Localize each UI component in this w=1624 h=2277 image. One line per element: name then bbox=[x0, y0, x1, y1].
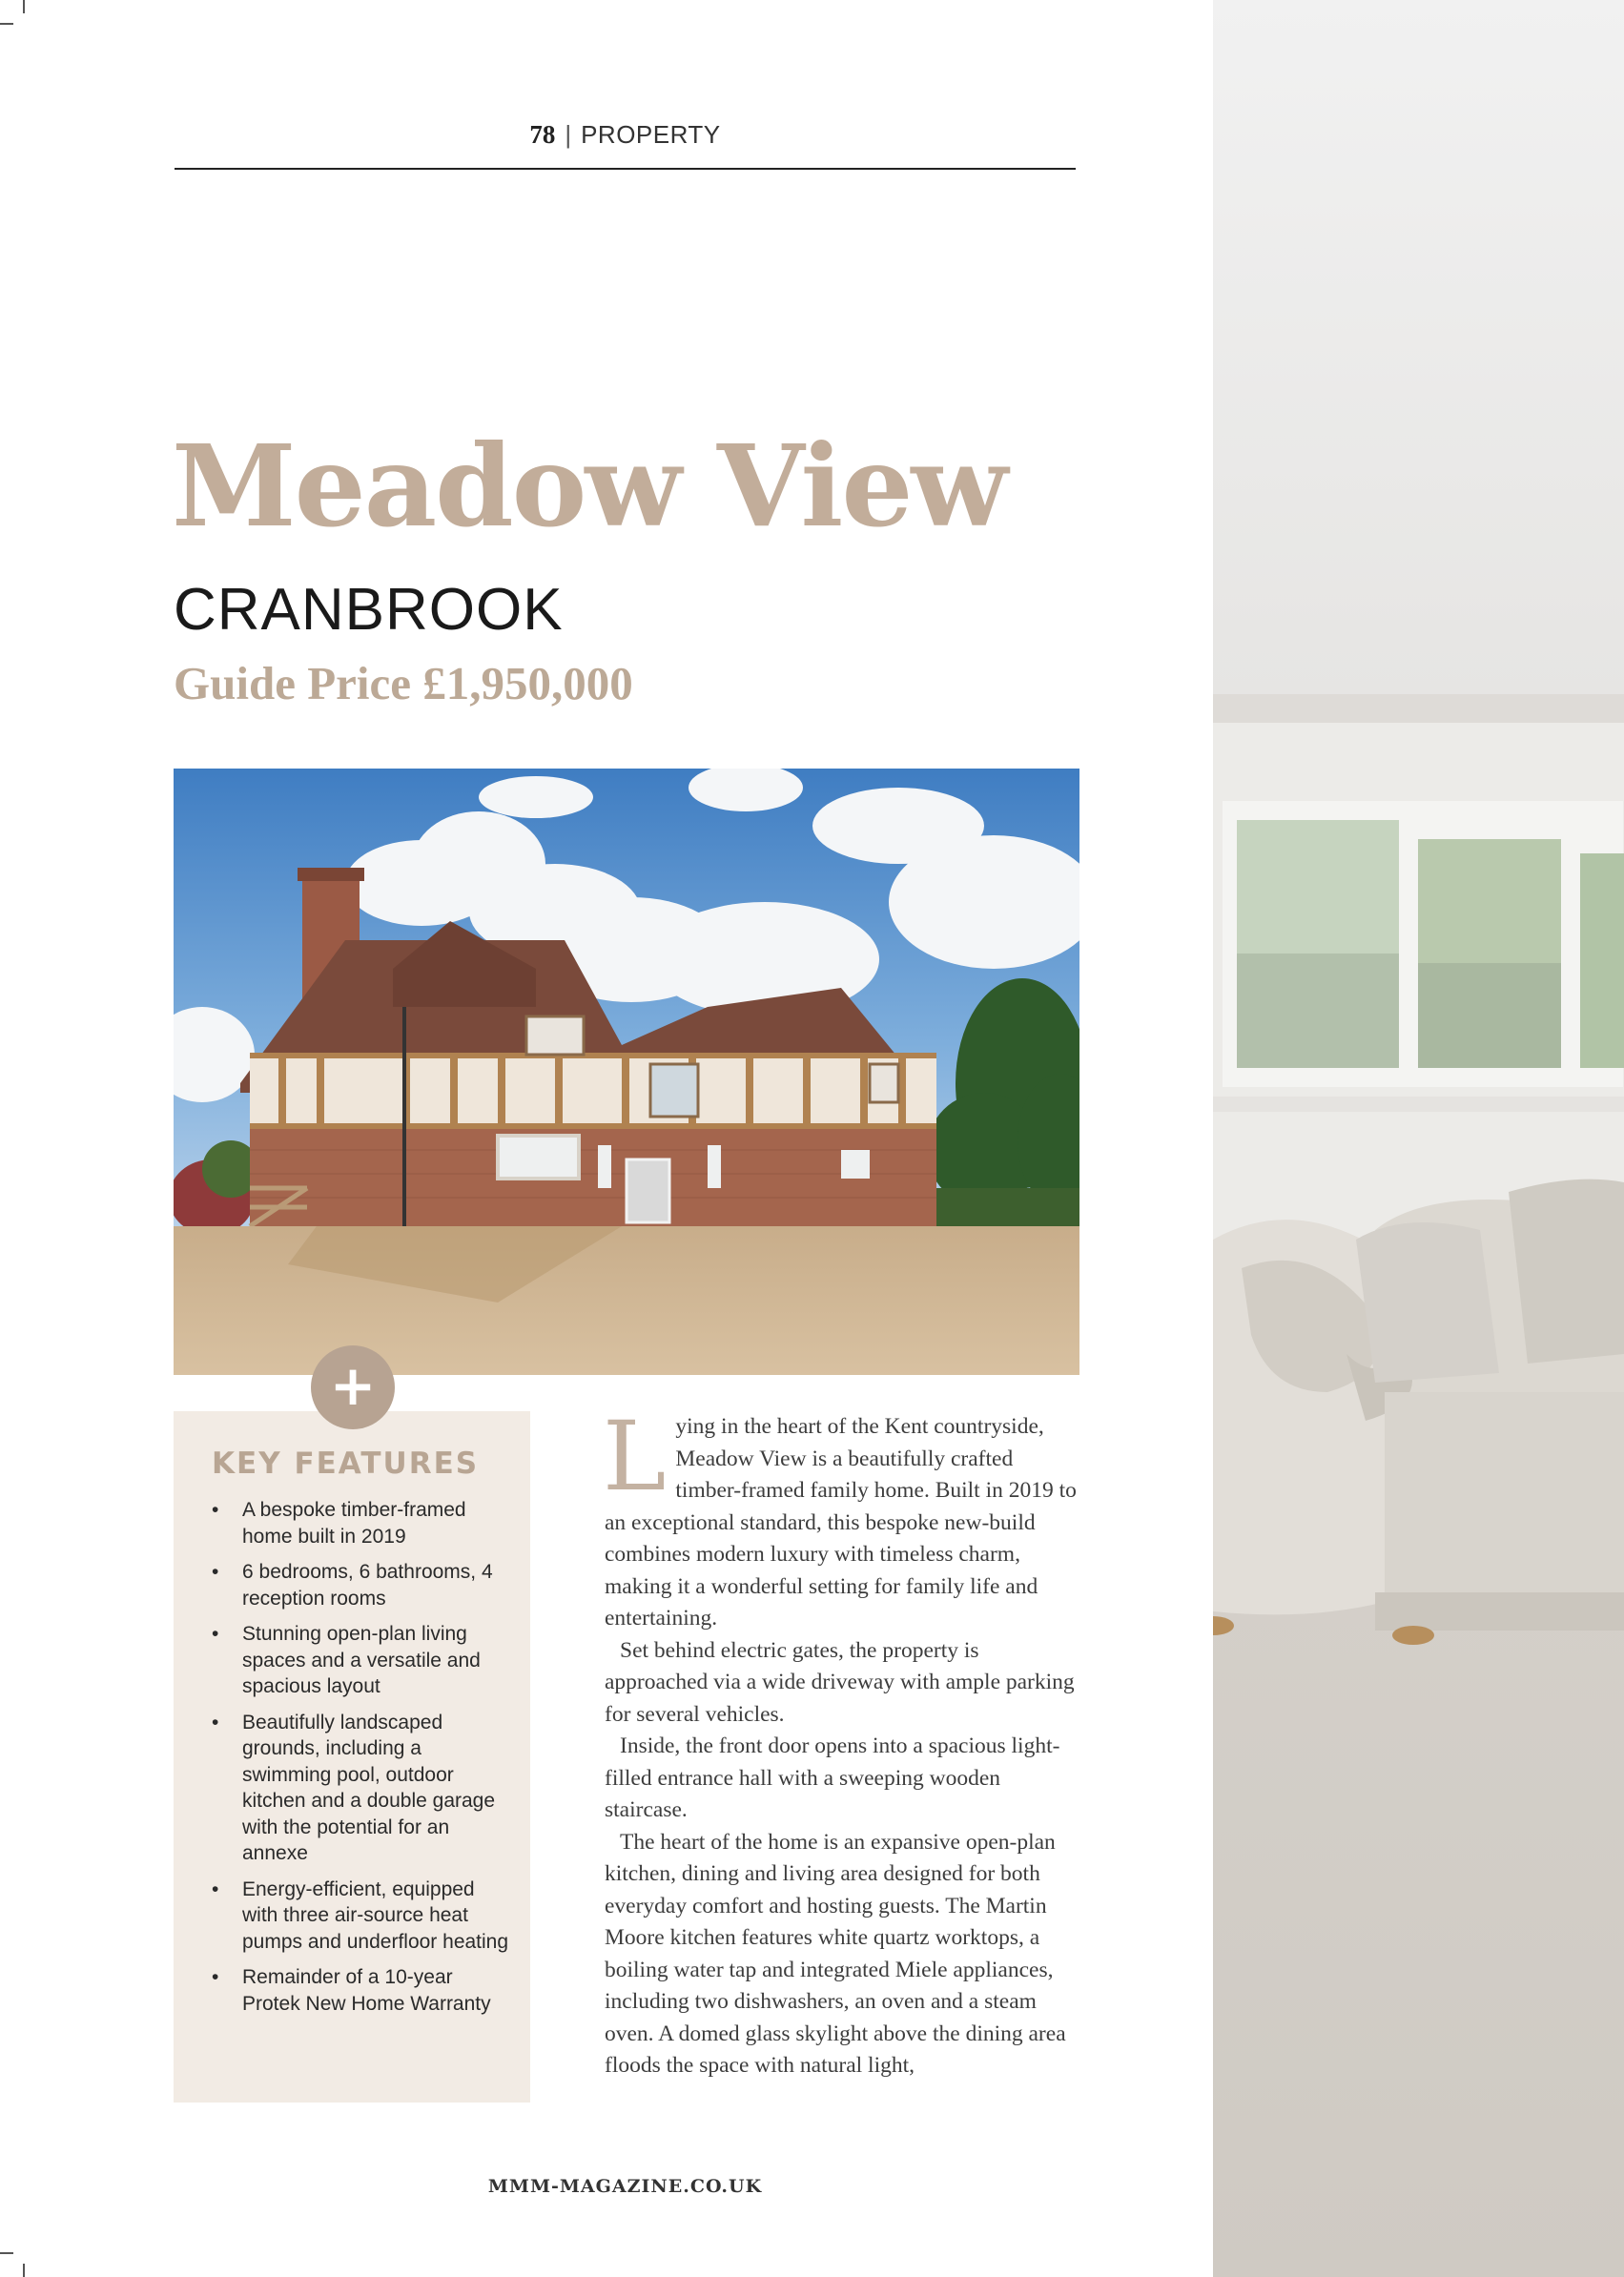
key-feature-item bbox=[208, 1877, 513, 1956]
key-feature-item bbox=[208, 1497, 513, 1549]
key-features-list bbox=[208, 1497, 513, 2026]
plus-icon: + bbox=[311, 1345, 395, 1429]
page-number: 78 bbox=[529, 120, 556, 149]
article-paragraph: Inside, the front door opens into a spacious light-filled entrance hall with a sweeping wooden staircase. bbox=[605, 1733, 1060, 1822]
key-feature-text: Remainder of a 10-year Protek New Home Warranty bbox=[242, 1966, 491, 2015]
footer-website: MMM-MAGAZINE.CO.UK bbox=[487, 2176, 763, 2197]
header-separator: | bbox=[565, 120, 572, 149]
key-feature-text: Beautifully landscaped grounds, including a swimming pool, outdoor kitchen and a double garage with the potential for an annexe bbox=[242, 1711, 496, 1864]
key-feature-text: 6 bedrooms, 6 bathrooms, 4 reception rooms bbox=[242, 1561, 493, 1610]
living-room-photo bbox=[1213, 0, 1624, 2277]
crop-mark-top-left-v bbox=[23, 0, 25, 13]
crop-mark-bottom-left-v bbox=[23, 2264, 25, 2277]
house-exterior-photo bbox=[174, 769, 1079, 1375]
key-feature-text: A bespoke timber-framed home built in 2019 bbox=[242, 1499, 466, 1548]
bullet-point: • bbox=[212, 1499, 219, 1521]
article-paragraph: The heart of the home is an expansive open-plan kitchen, dining and living area designed for both everyday comfort and hosting guests. The Martin Moore kitchen features white quartz worktops, a boiling water tap and integrated Miele appliances, including two dishwashers, an oven and a steam oven. A domed glass skylight above the dining area floods the space with natural light, bbox=[605, 1829, 1066, 2078]
key-feature-item bbox=[208, 1559, 513, 1611]
key-features-title: KEY FEATURES bbox=[212, 1446, 480, 1481]
key-feature-text: Stunning open-plan living spaces and a versatile and spacious layout bbox=[242, 1623, 481, 1697]
bullet-point: • bbox=[212, 1877, 219, 1900]
header-rule bbox=[175, 168, 1076, 170]
article-paragraph: Set behind electric gates, the property is approached via a wide driveway with ample parking for several vehicles. bbox=[605, 1637, 1075, 1727]
crop-mark-top-left bbox=[0, 23, 13, 25]
guide-price: Guide Price £1,950,000 bbox=[174, 657, 633, 709]
article-paragraph-text: ying in the heart of the Kent countryside, Meadow View is a beautifully crafted timber-framed family home. Built in 2019 to an exceptional standard, this bespoke new-build combines modern luxury with timeless charm, making it a wonderful setting for family life and entertaining. bbox=[605, 1414, 1077, 1631]
drop-cap: L bbox=[603, 1401, 667, 1512]
key-feature-item bbox=[208, 1710, 513, 1867]
property-location: CRANBROOK bbox=[174, 577, 564, 643]
bullet-point: • bbox=[212, 1623, 219, 1645]
bullet-point: • bbox=[212, 1711, 219, 1733]
bullet-point: • bbox=[212, 1561, 219, 1583]
crop-mark-bottom-left bbox=[0, 2252, 13, 2254]
key-feature-item bbox=[208, 1964, 513, 2017]
property-title: Meadow View bbox=[172, 420, 1006, 552]
page-header bbox=[175, 120, 1076, 150]
key-feature-item bbox=[208, 1621, 513, 1700]
article-body bbox=[603, 1401, 1081, 2082]
bullet-point: • bbox=[212, 1966, 219, 1988]
article-paragraph bbox=[603, 1401, 1081, 1635]
key-feature-text: Energy-efficient, equipped with three air-source heat pumps and underfloor heating bbox=[242, 1877, 509, 1953]
section-name: PROPERTY bbox=[581, 120, 721, 149]
